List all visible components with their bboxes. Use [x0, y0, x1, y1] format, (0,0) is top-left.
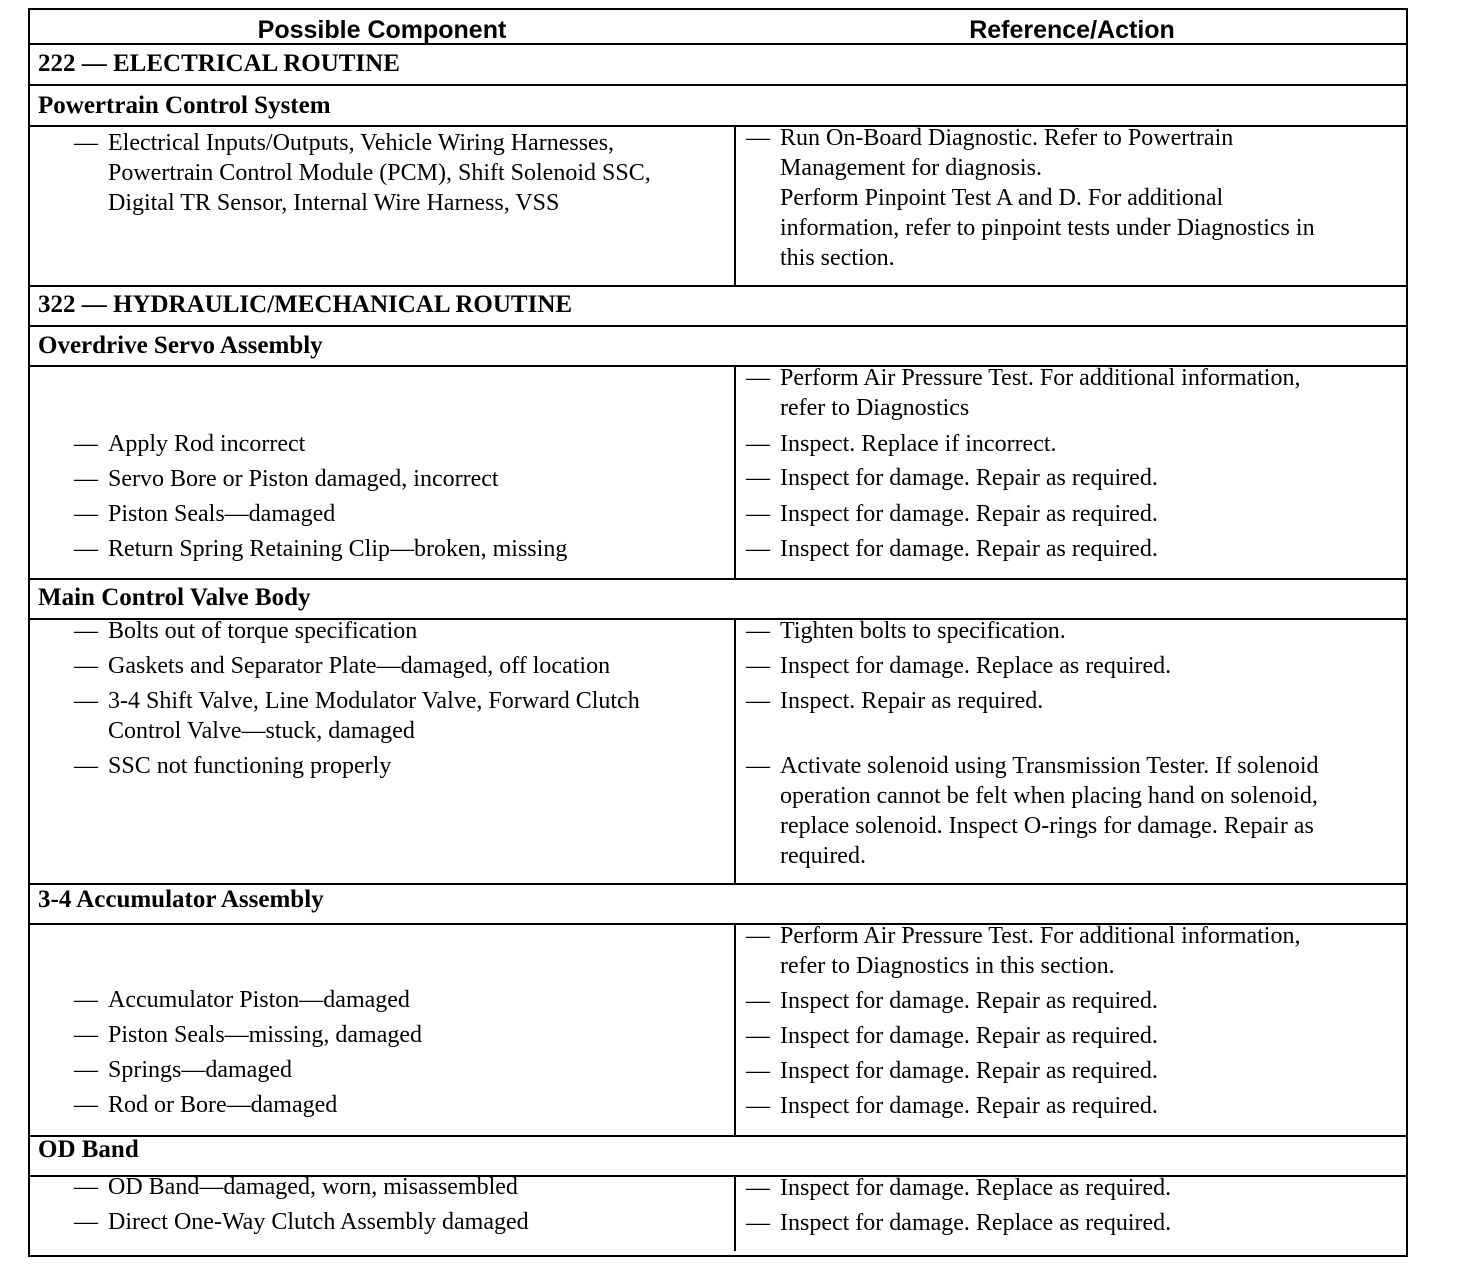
row-divider — [30, 285, 1406, 287]
dash-marker: — — [746, 465, 770, 491]
action-item-text: Inspect for damage. Replace as required. — [780, 1175, 1172, 1201]
row-divider — [30, 883, 1406, 885]
dash-marker: — — [74, 987, 98, 1013]
dash-marker: — — [74, 1057, 98, 1083]
component-item-text: Apply Rod incorrect — [108, 431, 306, 457]
dash-marker: — — [74, 130, 98, 156]
column-divider — [734, 618, 736, 883]
component-item-text: Piston Seals—missing, damaged — [108, 1022, 422, 1048]
dash-marker: — — [74, 536, 98, 562]
row-divider — [30, 578, 1406, 580]
dash-marker: — — [74, 1209, 98, 1235]
action-item-text: Inspect for damage. Repair as required. — [780, 501, 1158, 527]
dash-marker: — — [74, 1092, 98, 1118]
action-item-text: this section. — [780, 245, 895, 271]
row-divider — [30, 1135, 1406, 1137]
component-item-text: Electrical Inputs/Outputs, Vehicle Wiring Harnesses, — [108, 130, 615, 156]
dash-marker: — — [746, 1058, 770, 1084]
action-item-text: refer to Diagnostics in this section. — [780, 953, 1115, 979]
row-divider — [30, 84, 1406, 86]
dash-marker: — — [746, 988, 770, 1014]
dash-marker: — — [74, 753, 98, 779]
subsection-title: 3-4 Accumulator Assembly — [38, 886, 324, 913]
dash-marker: — — [746, 1210, 770, 1236]
dash-marker: — — [746, 688, 770, 714]
dash-marker: — — [74, 466, 98, 492]
action-item-text: information, refer to pinpoint tests under Diagnostics in — [780, 215, 1315, 241]
column-divider — [734, 365, 736, 578]
action-item-text: Inspect for damage. Repair as required. — [780, 536, 1158, 562]
subsection-title: OD Band — [38, 1136, 139, 1163]
action-item-text: refer to Diagnostics — [780, 395, 970, 421]
action-item-text: Inspect for damage. Repair as required. — [780, 988, 1158, 1014]
section-title: 222 — ELECTRICAL ROUTINE — [38, 50, 400, 77]
dash-marker: — — [74, 1174, 98, 1200]
action-item-text: Run On-Board Diagnostic. Refer to Powertrain — [780, 125, 1234, 151]
dash-marker: — — [746, 1175, 770, 1201]
dash-marker: — — [746, 501, 770, 527]
action-item-text: Inspect for damage. Repair as required. — [780, 1058, 1158, 1084]
component-item-text: Springs—damaged — [108, 1057, 292, 1083]
dash-marker: — — [746, 618, 770, 644]
subsection-title: Powertrain Control System — [38, 92, 331, 119]
action-item-text: Perform Air Pressure Test. For additional information, — [780, 365, 1301, 391]
action-item-text: Activate solenoid using Transmission Tester. If solenoid — [780, 753, 1319, 779]
component-item-text: Piston Seals—damaged — [108, 501, 336, 527]
action-item-text: Perform Air Pressure Test. For additional information, — [780, 923, 1301, 949]
action-item-text: Inspect for damage. Repair as required. — [780, 1093, 1158, 1119]
dash-marker: — — [74, 1022, 98, 1048]
dash-marker: — — [746, 653, 770, 679]
action-item-text: Inspect. Replace if incorrect. — [780, 431, 1057, 457]
row-divider — [30, 325, 1406, 327]
component-item-text: Control Valve—stuck, damaged — [108, 718, 415, 744]
dash-marker: — — [74, 618, 98, 644]
component-item-text: Servo Bore or Piston damaged, incorrect — [108, 466, 499, 492]
action-item-text: Inspect. Repair as required. — [780, 688, 1044, 714]
action-item-text: replace solenoid. Inspect O-rings for damage. Repair as — [780, 813, 1314, 839]
dash-marker: — — [746, 1093, 770, 1119]
column-divider — [734, 125, 736, 285]
component-item-text: SSC not functioning properly — [108, 753, 392, 779]
component-item-text: 3-4 Shift Valve, Line Modulator Valve, Forward Clutch — [108, 688, 640, 714]
subsection-title: Overdrive Servo Assembly — [38, 332, 323, 359]
action-item-text: Inspect for damage. Repair as required. — [780, 1023, 1158, 1049]
column-divider — [734, 923, 736, 1135]
subsection-title: Main Control Valve Body — [38, 584, 311, 611]
component-item-text: Return Spring Retaining Clip—broken, missing — [108, 536, 568, 562]
action-item-text: Perform Pinpoint Test A and D. For additional — [780, 185, 1224, 211]
dash-marker: — — [746, 431, 770, 457]
dash-marker: — — [746, 125, 770, 151]
action-item-text: Tighten bolts to specification. — [780, 618, 1066, 644]
component-item-text: Accumulator Piston—damaged — [108, 987, 410, 1013]
dash-marker: — — [746, 923, 770, 949]
component-item-text: OD Band—damaged, worn, misassembled — [108, 1174, 518, 1200]
action-item-text: Management for diagnosis. — [780, 155, 1042, 181]
action-item-text: Inspect for damage. Replace as required. — [780, 653, 1172, 679]
action-item-text: required. — [780, 843, 866, 869]
component-item-text: Direct One-Way Clutch Assembly damaged — [108, 1209, 529, 1235]
component-item-text: Gaskets and Separator Plate—damaged, off location — [108, 653, 611, 679]
dash-marker: — — [74, 688, 98, 714]
action-item-text: Inspect for damage. Repair as required. — [780, 465, 1158, 491]
action-item-text: Inspect for damage. Replace as required. — [780, 1210, 1172, 1236]
dash-marker: — — [74, 653, 98, 679]
column-divider — [734, 1175, 736, 1251]
dash-marker: — — [746, 536, 770, 562]
action-item-text: operation cannot be felt when placing hand on solenoid, — [780, 783, 1318, 809]
dash-marker: — — [746, 365, 770, 391]
section-title: 322 — HYDRAULIC/MECHANICAL ROUTINE — [38, 291, 573, 318]
diagnostic-table — [28, 8, 1408, 1257]
dash-marker: — — [746, 1023, 770, 1049]
dash-marker: — — [74, 501, 98, 527]
row-divider — [30, 43, 1406, 45]
header-reference-action: Reference/Action — [969, 16, 1175, 44]
component-item-text: Rod or Bore—damaged — [108, 1092, 338, 1118]
dash-marker: — — [74, 431, 98, 457]
component-item-text: Bolts out of torque specification — [108, 618, 418, 644]
component-item-text: Powertrain Control Module (PCM), Shift Solenoid SSC, — [108, 160, 651, 186]
dash-marker: — — [746, 753, 770, 779]
component-item-text: Digital TR Sensor, Internal Wire Harness, VSS — [108, 190, 560, 216]
header-possible-component: Possible Component — [257, 16, 507, 44]
